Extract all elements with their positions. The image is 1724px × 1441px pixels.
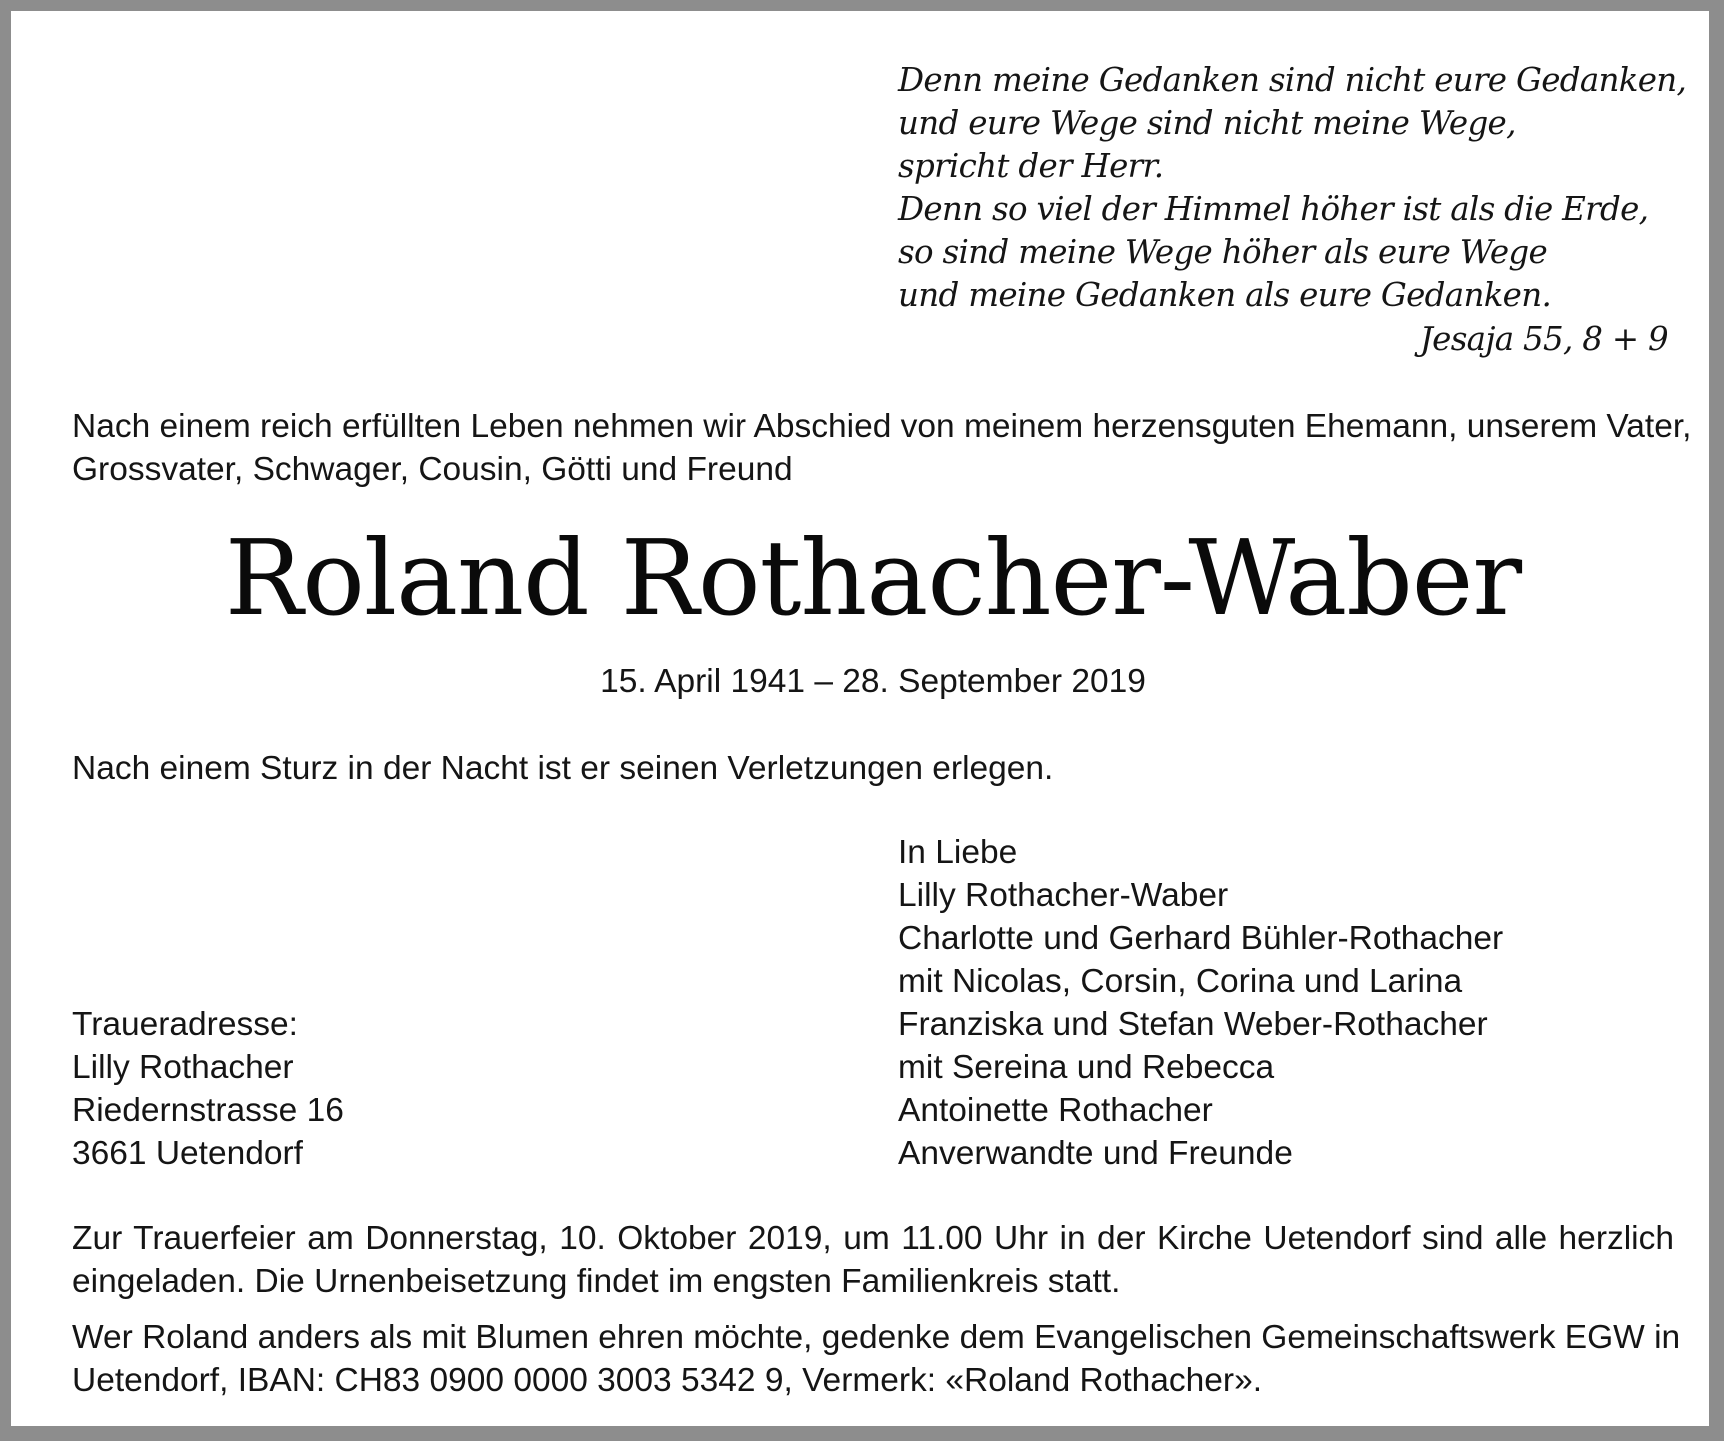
- verse-line: spricht der Herr.: [898, 147, 1164, 185]
- life-dates: 15. April 1941 – 28. September 2019: [600, 663, 1146, 700]
- intro-line-2: Grossvater, Schwager, Cousin, Götti und Freund: [72, 451, 793, 488]
- family-line: mit Nicolas, Corsin, Corina und Larina: [898, 963, 1463, 1000]
- bible-verse: [898, 59, 1687, 361]
- address-line: 3661 Uetendorf: [72, 1135, 303, 1172]
- intro-paragraph: [72, 405, 1692, 491]
- mourning-address: [72, 1003, 344, 1175]
- family-line: Lilly Rothacher-Waber: [898, 877, 1229, 914]
- family-list: [898, 831, 1503, 1175]
- verse-line: und meine Gedanken als eure Gedanken.: [898, 276, 1552, 314]
- ceremony-line-2: eingeladen. Die Urnenbeisetzung findet im engsten Familienkreis statt.: [72, 1263, 1121, 1300]
- donation-line-1: Wer Roland anders als mit Blumen ehren möchte, gedenke dem Evangelischen Gemeinschaftswerk EGW in: [72, 1319, 1681, 1356]
- family-line: Franziska und Stefan Weber-Rothacher: [898, 1006, 1488, 1043]
- donation-info: [72, 1316, 1681, 1402]
- family-line: Antoinette Rothacher: [898, 1092, 1213, 1129]
- family-line: In Liebe: [898, 834, 1018, 871]
- deceased-name: Roland Rothacher-Waber: [224, 517, 1522, 639]
- verse-line: und eure Wege sind nicht meine Wege,: [898, 104, 1516, 142]
- cause-of-death: Nach einem Sturz in der Nacht ist er seinen Verletzungen erlegen.: [72, 750, 1054, 787]
- ceremony-line-1: Zur Trauerfeier am Donnerstag, 10. Oktober 2019, um 11.00 Uhr in der Kirche Uetendorf sind alle herzlich: [72, 1220, 1674, 1257]
- family-line: Charlotte und Gerhard Bühler-Rothacher: [898, 920, 1504, 957]
- family-line: Anverwandte und Freunde: [898, 1135, 1293, 1172]
- address-line: Traueradresse:: [72, 1006, 298, 1043]
- address-line: Lilly Rothacher: [72, 1049, 294, 1086]
- donation-line-2: Uetendorf, IBAN: CH83 0900 0000 3003 5342 9, Vermerk: «Roland Rothacher».: [72, 1362, 1263, 1399]
- family-line: mit Sereina und Rebecca: [898, 1049, 1275, 1086]
- verse-line: Denn so viel der Himmel höher ist als die Erde,: [898, 190, 1649, 228]
- funeral-ceremony-info: [72, 1217, 1674, 1303]
- verse-reference: Jesaja 55, 8 + 9: [1419, 320, 1668, 358]
- intro-line-1: Nach einem reich erfüllten Leben nehmen wir Abschied von meinem herzensguten Ehemann, unserem Vater,: [72, 408, 1692, 445]
- verse-line: Denn meine Gedanken sind nicht eure Gedanken,: [898, 61, 1687, 99]
- verse-line: so sind meine Wege höher als eure Wege: [898, 233, 1548, 271]
- address-line: Riedernstrasse 16: [72, 1092, 344, 1129]
